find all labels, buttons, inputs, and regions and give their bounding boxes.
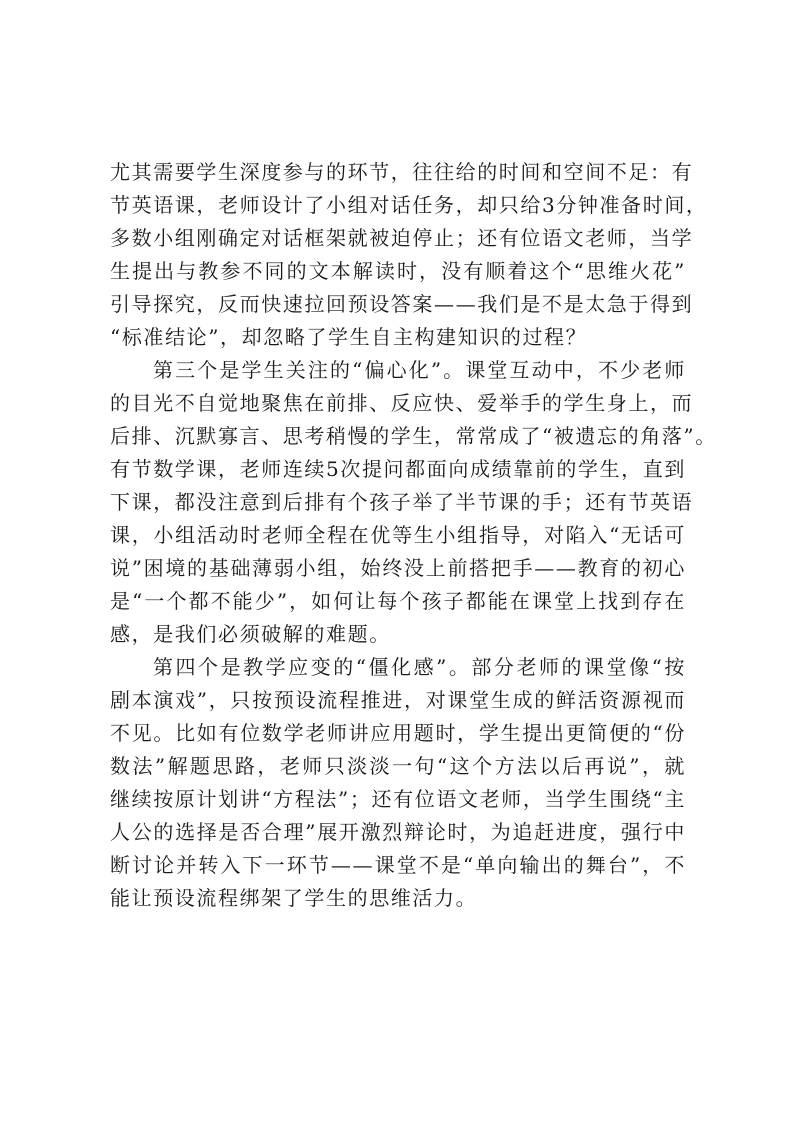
document-body — [110, 156, 717, 915]
text-line: 生提出与教参不同的文本解读时，没有顺着这个“思维火花” — [110, 259, 686, 283]
text-line: 继续按原计划讲“方程法”；还有位语文老师，当学生围绕“主 — [110, 787, 686, 811]
text-line: 不见。比如有位数学老师讲应用题时，学生提出更简便的“份 — [110, 721, 686, 745]
paragraph-2 — [110, 354, 717, 651]
text-line: 课，小组活动时老师全程在优等生小组指导，对陷入“无话可 — [110, 523, 686, 547]
text-line: 剧本演戏”，只按预设流程推进，对课堂生成的鲜活资源视而 — [110, 688, 686, 712]
text-line: 尤其需要学生深度参与的环节，往往给的时间和空间不足：有 — [110, 160, 694, 184]
text-line: 的目光不自觉地聚焦在前排、反应快、爱举手的学生身上，而 — [110, 391, 694, 415]
text-line: 第四个是教学应变的“僵化感”。部分老师的课堂像“按 — [153, 655, 686, 679]
text-line: 第三个是学生关注的“偏心化”。课堂互动中，不少老师 — [153, 358, 686, 382]
paragraph-1 — [110, 156, 708, 354]
text-line: 引导探究，反而快速拉回预设答案——我们是不是太急于得到 — [110, 292, 694, 316]
text-line: 下课，都没注意到后排有个孩子举了半节课的手；还有节英语 — [110, 490, 694, 514]
text-line: 是“一个都不能少”，如何让每个孩子都能在课堂上找到存在 — [110, 589, 686, 613]
text-line: “标准结论”，却忽略了学生自主构建知识的过程？ — [110, 325, 588, 349]
text-line: 人公的选择是否合理”展开激烈辩论时，为追赶进度，强行中 — [110, 820, 686, 844]
text-line: 节英语课，老师设计了小组对话任务，却只给3分钟准备时间， — [110, 193, 708, 217]
text-line: 数法”解题思路，老师只淡淡一句“这个方法以后再说”，就 — [110, 754, 686, 778]
text-line: 后排、沉默寡言、思考稍慢的学生，常常成了“被遗忘的角落”。 — [110, 424, 717, 448]
paragraph-3 — [110, 651, 686, 915]
text-line: 能让预设流程绑架了学生的思维活力。 — [110, 886, 478, 910]
text-line: 多数小组刚确定对话框架就被迫停止；还有位语文老师，当学 — [110, 226, 694, 250]
text-line: 说”困境的基础薄弱小组，始终没上前搭把手——教育的初心 — [110, 556, 686, 580]
text-line: 断讨论并转入下一环节——课堂不是“单向输出的舞台”，不 — [110, 853, 686, 877]
text-line: 有节数学课，老师连续5次提问都面向成绩靠前的学生，直到 — [110, 457, 686, 481]
text-line: 感，是我们必须破解的难题。 — [110, 622, 391, 646]
